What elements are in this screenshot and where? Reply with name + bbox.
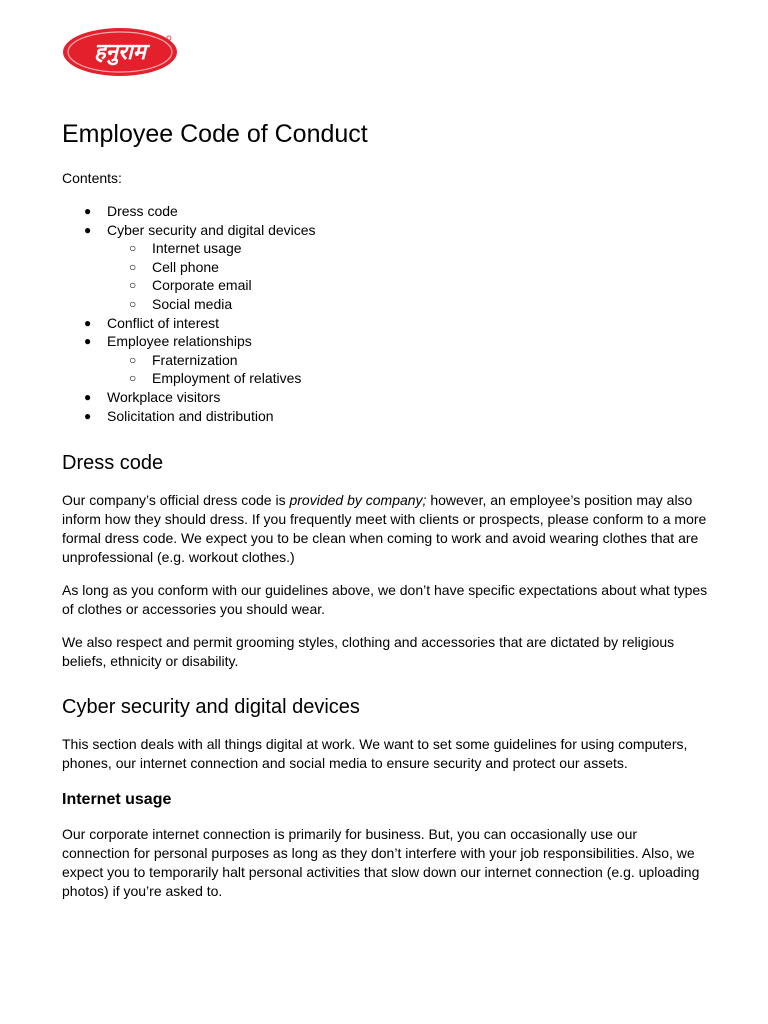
- toc-item: ● Workplace visitors: [84, 388, 221, 405]
- toc-subitem: ○ Internet usage: [129, 240, 242, 257]
- page-title: Employee Code of Conduct: [62, 120, 368, 148]
- contents-label: Contents:: [62, 170, 122, 186]
- internet-paragraph-1: Our corporate internet connection is primarily for business. But, you can occasionally use our connection for personal purposes as long as they don’t interfere with your job responsibilities. Also, we expect you to temporarily halt personal activities that slow down our internet connection (e.g. uploading photos) if you’re asked to.: [62, 826, 700, 900]
- dress-code-paragraph-1: Our company’s official dress code is provided by company; however, an employee’s position may also inform how they should dress. If you frequently meet with clients or prospects, please conform to a more formal dress code. We expect you to be clean when coming to work and avoid wearing clothes that are unprofessional (e.g. workout clothes.): [62, 492, 707, 566]
- hollow-bullet-icon: ○: [129, 352, 137, 367]
- document-body: [62, 116, 708, 901]
- company-logo: [62, 27, 178, 77]
- toc-item: ● Solicitation and distribution: [84, 407, 274, 424]
- section-heading-dress-code: Dress code: [62, 452, 164, 475]
- hollow-bullet-icon: ○: [129, 278, 137, 293]
- filled-bullet-icon: ●: [84, 389, 92, 404]
- filled-bullet-icon: ●: [84, 334, 92, 349]
- filled-bullet-icon: ●: [84, 408, 92, 423]
- hollow-bullet-icon: ○: [129, 241, 137, 256]
- table-of-contents: [62, 202, 708, 425]
- section-heading-cyber-security: Cyber security and digital devices: [62, 696, 360, 719]
- filled-bullet-icon: ●: [84, 222, 92, 237]
- dress-code-paragraph-2: As long as you conform with our guidelines above, we don’t have specific expectations about what types of clothes or accessories you should wear.: [62, 582, 708, 618]
- filled-bullet-icon: ●: [84, 204, 92, 218]
- cyber-paragraph-1: This section deals with all things digital at work. We want to set some guidelines for using computers, phones, our internet connection and social media to ensure security and protect our assets.: [62, 736, 688, 772]
- toc-subitem: ○ Social media: [129, 295, 233, 312]
- hollow-bullet-icon: ○: [129, 259, 137, 274]
- emphasis-text: provided by company;: [289, 492, 427, 509]
- toc-subitem: ○ Fraternization: [129, 351, 238, 368]
- toc-subitem: ○ Employment of relatives: [129, 370, 302, 387]
- hollow-bullet-icon: ○: [129, 296, 137, 311]
- dress-code-paragraph-3: We also respect and permit grooming styles, clothing and accessories that are dictated by religious beliefs, ethnicity or disability.: [62, 634, 675, 670]
- filled-bullet-icon: ●: [84, 315, 92, 330]
- subsection-heading-internet-usage: Internet usage: [62, 791, 172, 809]
- hollow-bullet-icon: ○: [129, 371, 137, 386]
- toc-subitem: ○ Cell phone: [129, 258, 219, 275]
- logo-text: हनुराम: [94, 40, 146, 65]
- toc-subitem: ○ Corporate email: [129, 277, 252, 294]
- toc-item: ● Dress code: [84, 203, 178, 219]
- toc-item: ● Employee relationships: [84, 333, 252, 350]
- registered-mark-icon: [167, 36, 171, 40]
- toc-item: ● Conflict of interest: [84, 314, 220, 331]
- toc-item: ● Cyber security and digital devices: [84, 221, 316, 238]
